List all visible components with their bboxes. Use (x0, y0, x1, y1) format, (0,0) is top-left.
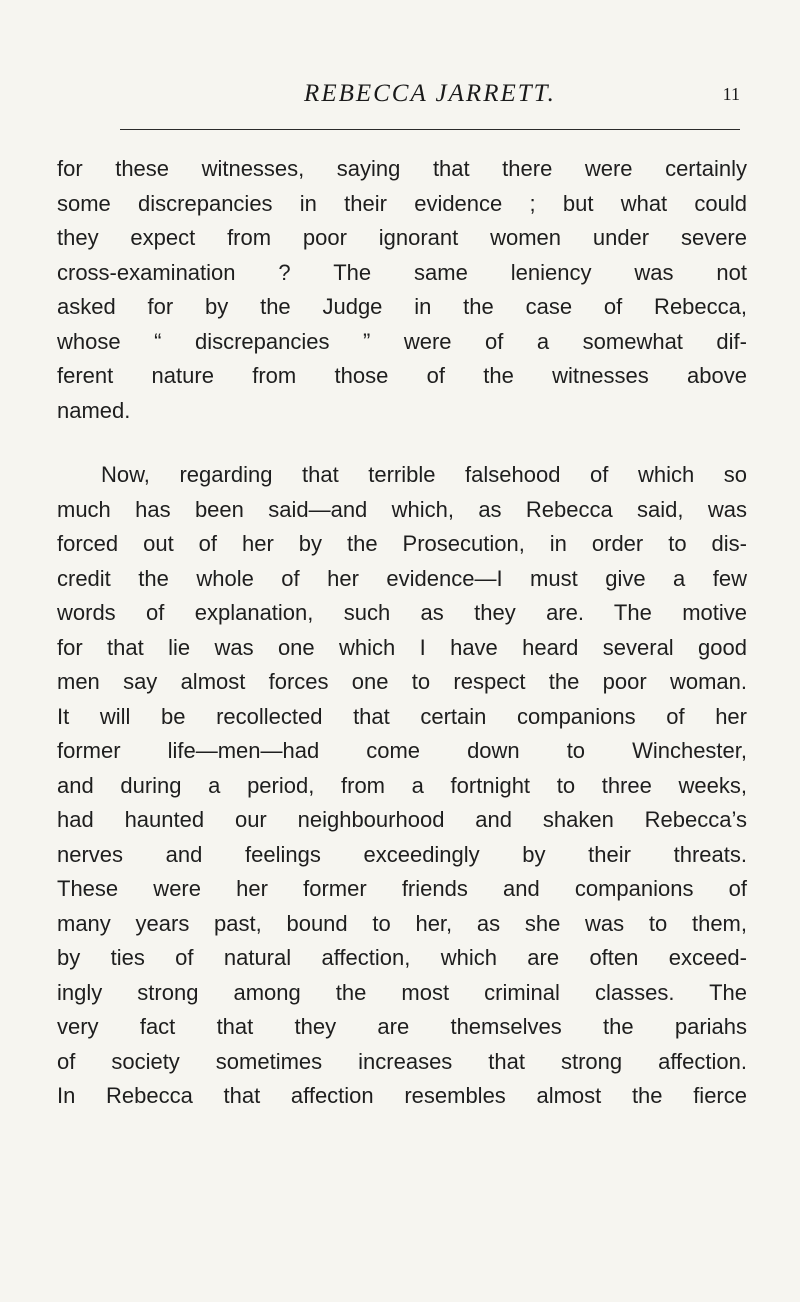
text-line: asked for by the Judge in the case of Rebecca, (57, 294, 747, 319)
text-line: ferent nature from those of the witnesses above (57, 363, 747, 388)
text-line: These were her former friends and companions of (57, 876, 747, 901)
text-line: cross-examination ? The same leniency was not (57, 259, 747, 285)
text-line: by ties of natural affection, which are often exceed- (57, 945, 747, 970)
text-line: had haunted our neighbourhood and shaken Rebecca’s (57, 807, 747, 832)
paragraph-gap (57, 428, 747, 458)
body-text (57, 152, 747, 1114)
header-rule (120, 129, 740, 130)
text-line: nerves and feelings exceedingly by their threats. (57, 841, 747, 867)
text-line: many years past, bound to her, as she was to them, (57, 910, 747, 936)
text-line: for these witnesses, saying that there were certainly (57, 156, 747, 181)
page-header (120, 72, 740, 112)
text-line: and during a period, from a fortnight to three weeks, (57, 772, 747, 798)
text-line: of society sometimes increases that strong affection. (57, 1048, 747, 1074)
text-line: much has been said—and which, as Rebecca said, was (57, 496, 747, 522)
text-line: for that lie was one which I have heard several good (57, 634, 747, 660)
paragraph-2 (57, 458, 747, 1114)
running-title: REBECCA JARRETT. (304, 80, 556, 107)
text-line: In Rebecca that affection resembles almost the fierce (57, 1083, 747, 1108)
text-line: It will be recollected that certain companions of her (57, 703, 747, 729)
text-line: forced out of her by the Prosecution, in order to dis- (57, 531, 747, 556)
page-number: 11 (722, 84, 740, 104)
text-line: some discrepancies in their evidence ; but what could (57, 190, 747, 216)
text-line: men say almost forces one to respect the poor woman. (57, 669, 747, 694)
text-line: whose “ discrepancies ” were of a somewhat dif- (57, 328, 747, 354)
text-line: Now, regarding that terrible falsehood of which so (101, 462, 747, 487)
text-line: very fact that they are themselves the pariahs (57, 1014, 747, 1039)
text-line: credit the whole of her evidence—I must give a few (57, 565, 747, 591)
text-line: they expect from poor ignorant women under severe (57, 225, 747, 250)
text-line: ingly strong among the most criminal classes. The (57, 979, 747, 1005)
text-line: words of explanation, such as they are. The motive (57, 600, 747, 625)
paragraph-1 (57, 152, 747, 428)
text-line: former life—men—had come down to Winchester, (57, 738, 747, 763)
text-line: named. (57, 397, 131, 423)
